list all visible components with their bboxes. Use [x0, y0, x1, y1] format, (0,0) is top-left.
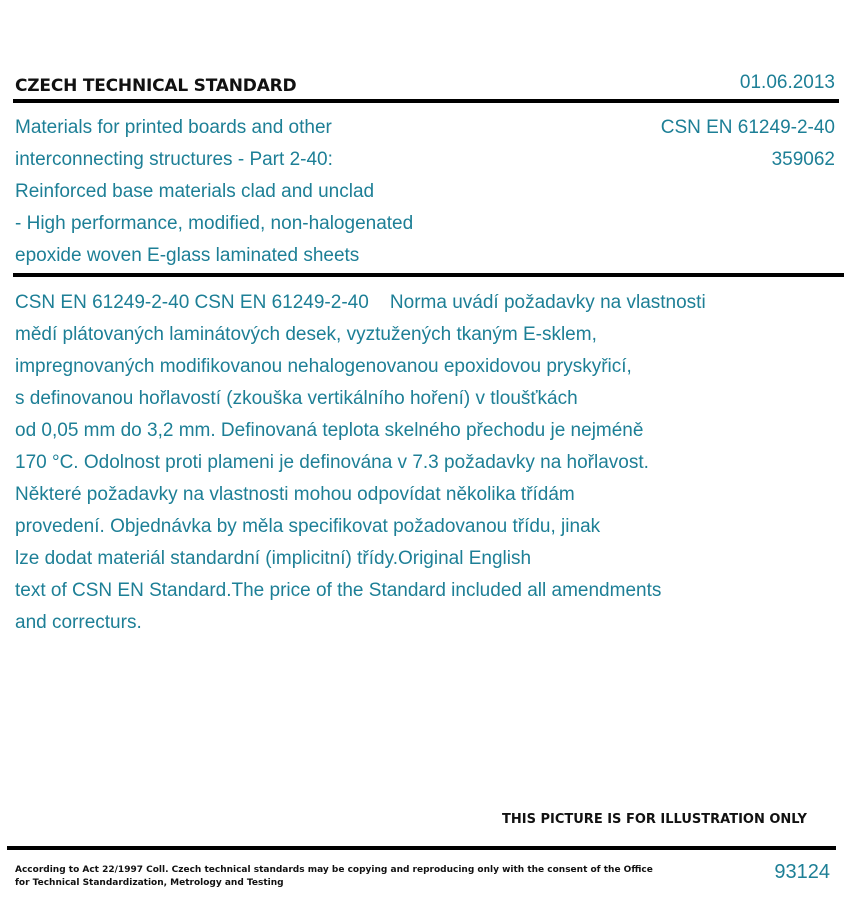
document-heading: CZECH TECHNICAL STANDARD	[15, 76, 297, 96]
standard-code: CSN EN 61249-2-40	[660, 117, 835, 138]
standard-title-line: - High performance, modified, non-halogenated	[15, 213, 414, 234]
catalog-number: 359062	[771, 149, 835, 170]
description-line: text of CSN EN Standard.The price of the Standard included all amendments	[15, 580, 662, 601]
standard-title-line: Reinforced base materials clad and unclad	[15, 181, 375, 202]
footer-divider	[7, 846, 836, 850]
description-line: Některé požadavky na vlastnosti mohou odpovídat několika třídám	[15, 484, 575, 505]
standard-identifiers	[661, 112, 835, 176]
standard-title-line: epoxide woven E-glass laminated sheets	[15, 245, 360, 266]
standard-title-line: Materials for printed boards and other	[15, 117, 332, 138]
description-line: 170 °C. Odolnost proti plameni je definována v 7.3 požadavky na hořlavost.	[15, 452, 649, 473]
legal-notice	[15, 864, 653, 890]
description-line: mědí plátovaných laminátových desek, vyztužených tkaným E-sklem,	[15, 324, 597, 345]
description-line: provedení. Objednávka by měla specifikovat požadovanou třídu, jinak	[15, 516, 601, 537]
standard-title-line: interconnecting structures - Part 2-40:	[15, 149, 333, 170]
publication-date: 01.06.2013	[739, 72, 835, 93]
legal-notice-line: According to Act 22/1997 Coll. Czech technical standards may be copying and reproducing only with the consent of the Office	[15, 865, 653, 875]
legal-notice-line: for Technical Standardization, Metrology and Testing	[15, 878, 284, 888]
description-line: impregnovaných modifikovanou nehalogenovanou epoxidovou pryskyřicí,	[15, 356, 632, 377]
description-line: CSN EN 61249-2-40 CSN EN 61249-2-40 Norma uvádí požadavky na vlastnosti	[15, 292, 706, 313]
description-line: lze dodat materiál standardní (implicitní) třídy.Original English	[15, 548, 532, 569]
description-line: od 0,05 mm do 3,2 mm. Definovaná teplota skelného přechodu je nejméně	[15, 420, 644, 441]
footer-number: 93124	[774, 861, 830, 883]
description-line: and correcturs.	[15, 612, 142, 633]
description-line: s definovanou hořlavostí (zkouška vertikálního hoření) v tloušťkách	[15, 388, 578, 409]
title-divider	[13, 273, 844, 277]
header-divider	[13, 99, 839, 103]
standard-title	[15, 112, 575, 272]
standard-description	[15, 287, 845, 639]
illustration-disclaimer: THIS PICTURE IS FOR ILLUSTRATION ONLY	[502, 812, 807, 827]
